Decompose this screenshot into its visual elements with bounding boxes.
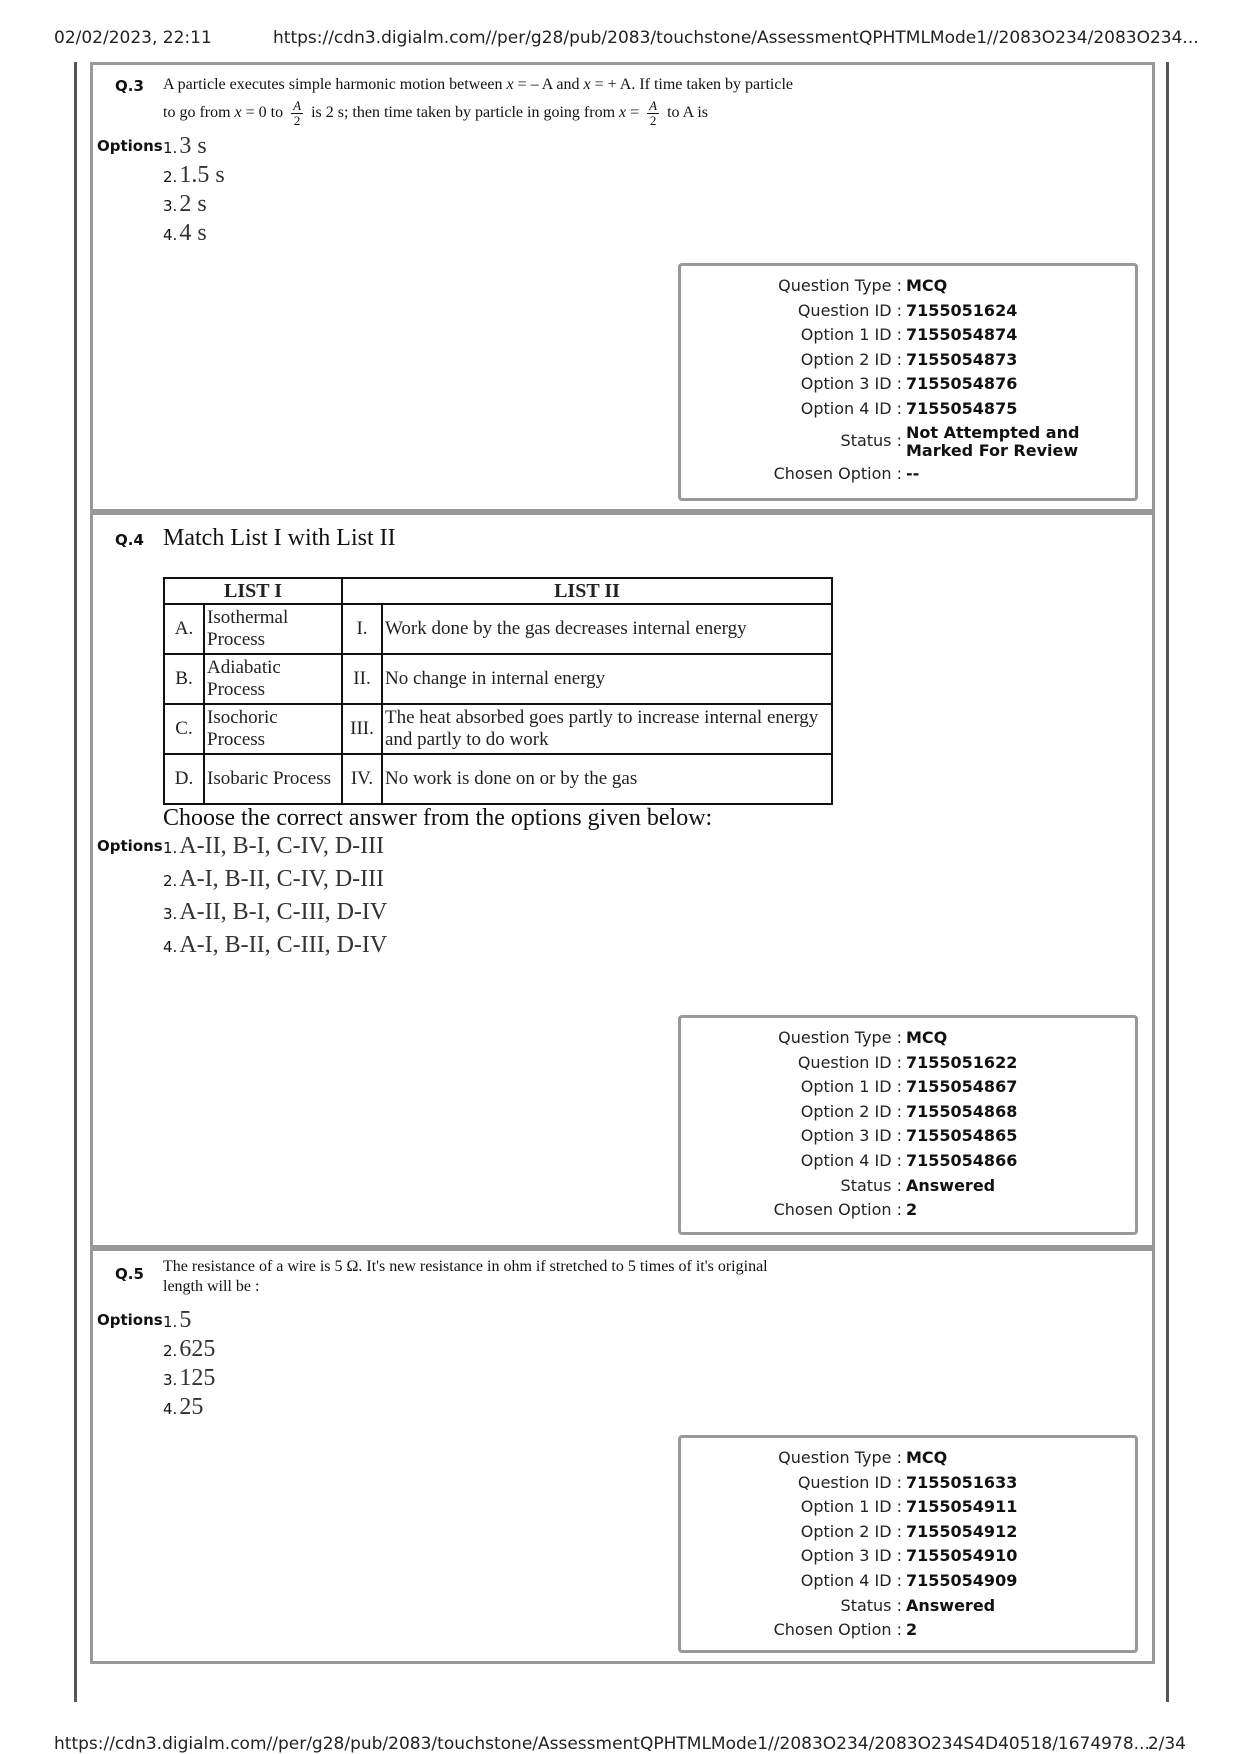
list-2-header: LIST II: [342, 578, 832, 604]
option-4: 4. 4 s: [163, 220, 207, 246]
question-type-value: MCQ: [906, 276, 948, 295]
option3-id-value: 7155054910: [906, 1546, 1018, 1566]
right-page-border: [1166, 62, 1169, 1702]
question-block-q5: [90, 1248, 1155, 1664]
chosen-option-value: 2: [906, 1620, 918, 1640]
question-id-value: 7155051622: [906, 1052, 1018, 1072]
option-1: 1. 5: [163, 1307, 192, 1333]
question-line-2: to go from x = 0 to $\frac{A}{2}$ is 2 s; then time taken by particle in going from x = $\frac{A}{2}$ to A is: [163, 98, 709, 128]
option-1: 1. A-II, B-I, C-IV, D-III: [163, 833, 385, 859]
option3-id-value: 7155054876: [906, 374, 1018, 394]
left-page-border: [74, 62, 77, 1702]
option-4: 4. A-I, B-II, C-III, D-IV: [163, 932, 388, 958]
table-row: D. Isobaric Process IV. No work is done on or by the gas: [164, 754, 832, 804]
option4-id-value: 7155054866: [906, 1150, 1018, 1170]
question-line-2: length will be :: [163, 1278, 260, 1295]
option-3: 3. 125: [163, 1365, 216, 1391]
options-label: Options: [97, 837, 163, 855]
question-meta-panel: Question Type : MCQ Question ID : 7155051622 Option 1 ID : 7155054867 Option 2 ID : 7155054868 Option 3 ID : 7155054865 Option 4 ID : 7155054866 Status : Answered Chosen Option : 2: [678, 1015, 1138, 1235]
question-prompt: Choose the correct answer from the options given below:: [163, 805, 713, 831]
question-number: Q.4: [115, 531, 144, 549]
option4-id-value: 7155054909: [906, 1570, 1018, 1590]
chosen-option-value: 2: [906, 1200, 918, 1220]
question-line-1: The resistance of a wire is 5 Ω. It's new resistance in ohm if stretched to 5 times of it's original: [163, 1258, 768, 1275]
fraction-a-over-2: $\frac{A}{2}$: [649, 98, 658, 128]
option2-id-value: 7155054873: [906, 349, 1018, 369]
question-number: Q.5: [115, 1265, 144, 1283]
option1-id-value: 7155054874: [906, 325, 1018, 345]
option-3: 3. A-II, B-I, C-III, D-IV: [163, 899, 388, 925]
table-row: B. Adiabatic Process II. No change in internal energy: [164, 654, 832, 704]
print-url: https://cdn3.digialm.com//per/g28/pub/2083/touchstone/AssessmentQPHTMLMode1//2083O234/2083O234...: [273, 28, 1199, 48]
list-1-header: LIST I: [164, 578, 342, 604]
option3-id-value: 7155054865: [906, 1126, 1018, 1146]
option2-id-value: 7155054868: [906, 1101, 1018, 1121]
option1-id-value: 7155054867: [906, 1077, 1018, 1097]
question-meta-panel: Question Type : MCQ Question ID : 7155051633 Option 1 ID : 7155054911 Option 2 ID : 7155054912 Option 3 ID : 7155054910 Option 4 ID : 7155054909 Status : Answered Chosen Option : 2: [678, 1435, 1138, 1653]
question-text: [163, 71, 863, 128]
chosen-option-value: --: [906, 463, 920, 483]
fraction-a-over-2: $\frac{A}{2}$: [293, 98, 302, 128]
option-3: 3. 2 s: [163, 191, 207, 217]
option-2: 2. A-I, B-II, C-IV, D-III: [163, 866, 385, 892]
question-text: [163, 1257, 883, 1297]
option4-id-value: 7155054875: [906, 398, 1018, 418]
options-label: Options: [97, 137, 163, 155]
question-number: Q.3: [115, 77, 144, 95]
question-type-value: MCQ: [906, 1028, 948, 1047]
table-header-row: [164, 578, 832, 604]
question-line-1: A particle executes simple harmonic motion between x = – A and x = + A. If time taken by particle: [163, 76, 794, 93]
option-2: 2. 1.5 s: [163, 162, 225, 188]
question-id-value: 7155051624: [906, 300, 1018, 320]
footer-url: https://cdn3.digialm.com//per/g28/pub/2083/touchstone/AssessmentQPHTMLMode1//2083O234/2083O234S4D40518/1674978...: [54, 1734, 1150, 1754]
page-number: 2/34: [1147, 1734, 1186, 1754]
status-value: Not Attempted and Marked For Review: [906, 422, 1080, 460]
status-value: Answered: [906, 1595, 996, 1615]
question-title: Match List I with List II: [163, 525, 396, 551]
options-label: Options: [97, 1311, 163, 1329]
option-4: 4. 25: [163, 1394, 204, 1420]
option-1: 1. 3 s: [163, 133, 207, 159]
option-2: 2. 625: [163, 1336, 216, 1362]
table-row: C. Isochoric Process III. The heat absorbed goes partly to increase internal energy and partly to do work: [164, 704, 832, 754]
question-id-value: 7155051633: [906, 1472, 1018, 1492]
question-block-q3: [90, 62, 1155, 512]
question-meta-panel: Question Type : MCQ Question ID : 7155051624 Option 1 ID : 7155054874 Option 2 ID : 7155054873 Option 3 ID : 7155054876 Option 4 ID : 7155054875 Status : Not Attempted and Marked For Review Chosen Option : --: [678, 263, 1138, 501]
match-table: [163, 577, 833, 805]
option2-id-value: 7155054912: [906, 1521, 1018, 1541]
question-block-q4: [90, 512, 1155, 1248]
question-type-value: MCQ: [906, 1448, 948, 1467]
table-row: A. Isothermal Process I. Work done by the gas decreases internal energy: [164, 604, 832, 654]
option1-id-value: 7155054911: [906, 1497, 1018, 1517]
status-value: Answered: [906, 1175, 996, 1195]
print-datetime: 02/02/2023, 22:11: [54, 28, 212, 48]
